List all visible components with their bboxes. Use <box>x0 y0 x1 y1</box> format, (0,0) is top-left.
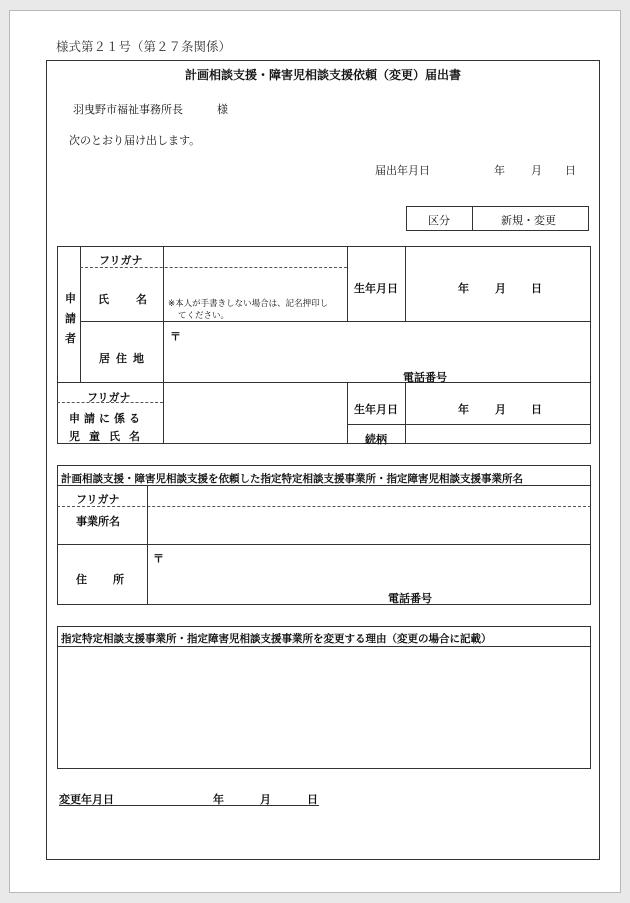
change-date-year: 年 <box>213 793 224 806</box>
seal-note-1: ※本人が手書きしない場合は、記名押印し <box>168 299 329 309</box>
office-address-label-2: 所 <box>113 573 124 586</box>
applicant-birth-label: 生年月日 <box>354 282 398 295</box>
child-birth-month: 月 <box>495 403 506 416</box>
applicant-address-label: 居住地 <box>99 352 150 365</box>
office-furigana-label: フリガナ <box>76 493 120 506</box>
applicant-birth-month: 月 <box>495 282 506 295</box>
category-value[interactable]: 新規・変更 <box>501 214 556 227</box>
child-relation-label: 続柄 <box>365 433 387 446</box>
applicant-group-label-3: 者 <box>65 332 76 345</box>
form-frame <box>46 60 600 860</box>
applicant-furigana-label: フリガナ <box>99 254 143 267</box>
child-birth-year: 年 <box>458 403 469 416</box>
change-date-day: 日 <box>307 793 318 806</box>
filing-date-label: 届出年月日 <box>375 164 430 177</box>
applicant-phone-label: 電話番号 <box>403 371 447 384</box>
office-postal-mark: 〒 <box>153 552 164 565</box>
applicant-name-input[interactable] <box>164 268 346 288</box>
child-label-line2: 児童氏名 <box>69 430 149 443</box>
reason-box[interactable] <box>57 626 591 769</box>
office-address-label-1: 住 <box>76 573 87 586</box>
child-birth-label: 生年月日 <box>354 403 398 416</box>
reason-section-title: 指定特定相談支援事業所・指定障害児相談支援事業所を変更する理由（変更の場合に記載） <box>61 633 492 645</box>
form-title: 計画相談支援・障害児相談支援依頼（変更）届出書 <box>184 68 461 82</box>
office-section-title: 計画相談支援・障害児相談支援を依頼した指定特定相談支援事業所・指定障害児相談支援事業所名 <box>61 473 523 485</box>
applicant-group-label-1: 申 <box>65 292 76 305</box>
applicant-birth-year: 年 <box>458 282 469 295</box>
applicant-name-label-1: 氏 <box>98 293 109 306</box>
applicant-group-label-2: 請 <box>65 312 76 325</box>
filing-month: 月 <box>531 164 542 177</box>
intro-text: 次のとおり届け出します。 <box>69 134 201 147</box>
form-number: 様式第２１号（第２７条関係） <box>56 39 232 54</box>
office-table <box>57 465 591 605</box>
child-birth-day: 日 <box>531 403 542 416</box>
change-date-month: 月 <box>260 793 271 806</box>
applicant-name-label-2: 名 <box>136 293 147 306</box>
office-phone-label: 電話番号 <box>388 592 432 605</box>
applicant-birth-day: 日 <box>531 282 542 295</box>
category-label: 区分 <box>428 214 450 227</box>
change-date-label: 変更年月日 <box>59 793 114 806</box>
child-label-line1: 申請に係る <box>69 412 144 425</box>
change-date-underline <box>59 805 319 806</box>
applicant-postal-mark: 〒 <box>170 330 181 343</box>
addressee: 羽曳野市福祉事務所長 <box>73 103 183 116</box>
office-name-label: 事業所名 <box>76 515 120 528</box>
child-furigana-label: フリガナ <box>87 391 131 404</box>
seal-note-2: てください。 <box>178 311 230 321</box>
filing-year: 年 <box>494 164 505 177</box>
filing-day: 日 <box>565 164 576 177</box>
honorific: 様 <box>217 103 228 116</box>
